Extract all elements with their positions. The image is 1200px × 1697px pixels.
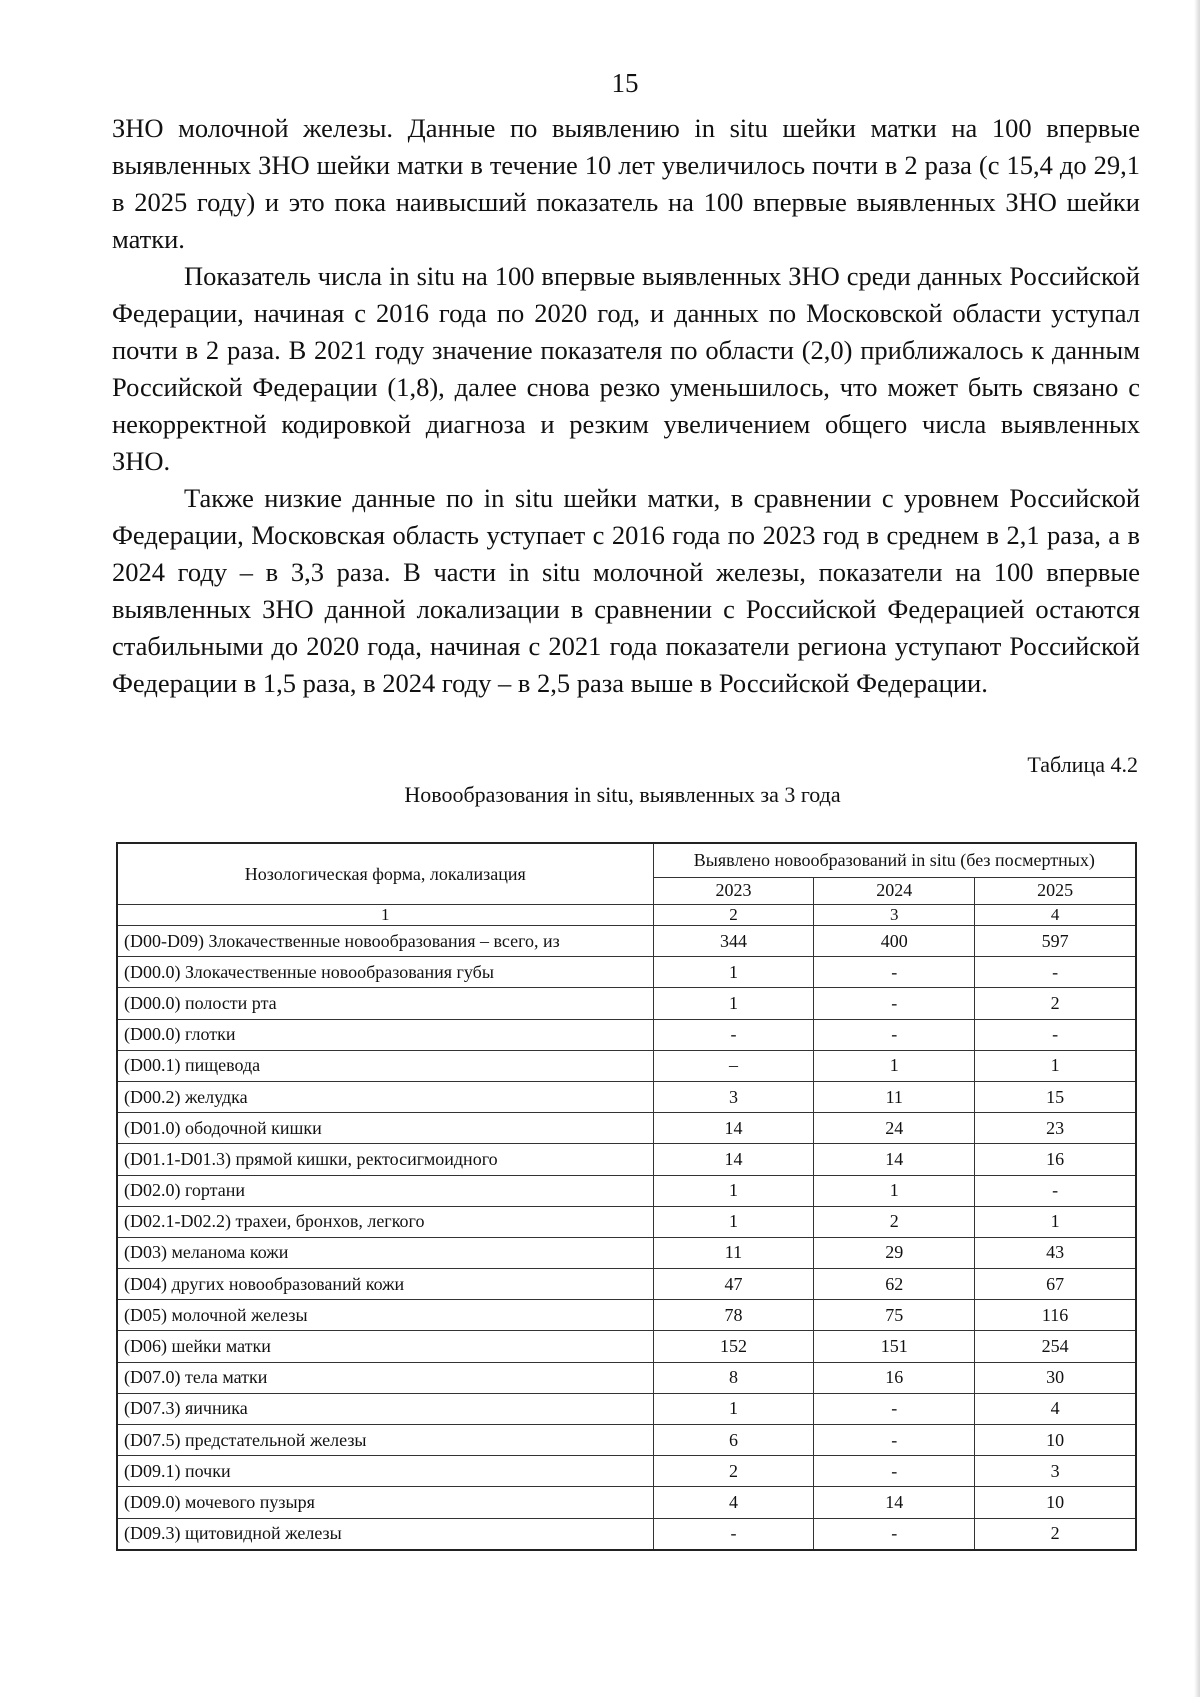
table-row	[117, 1362, 1136, 1393]
row-value-2023: 11	[653, 1237, 814, 1268]
row-nosology: (D00.0) Злокачественные новообразования губы	[117, 957, 653, 988]
table-row	[117, 1425, 1136, 1456]
row-value-2023: 1	[653, 988, 814, 1019]
table-row	[117, 1206, 1136, 1237]
row-nosology: (D09.3) щитовидной железы	[117, 1518, 653, 1550]
table-row	[117, 957, 1136, 988]
row-value-2025: 3	[975, 1456, 1136, 1487]
table-row	[117, 1393, 1136, 1424]
header-detected-group: Выявлено новообразований in situ (без посмертных)	[653, 843, 1136, 877]
row-value-2024: -	[814, 1425, 975, 1456]
table-row	[117, 1081, 1136, 1112]
row-nosology: (D04) других новообразований кожи	[117, 1269, 653, 1300]
row-value-2025: 15	[975, 1081, 1136, 1112]
row-value-2024: 11	[814, 1081, 975, 1112]
row-nosology: (D00.2) желудка	[117, 1081, 653, 1112]
row-value-2023: 47	[653, 1269, 814, 1300]
table-row	[117, 1456, 1136, 1487]
row-value-2023: 344	[653, 926, 814, 957]
row-value-2024: -	[814, 1518, 975, 1550]
row-value-2024: 2	[814, 1206, 975, 1237]
row-nosology: (D09.0) мочевого пузыря	[117, 1487, 653, 1518]
row-value-2023: 6	[653, 1425, 814, 1456]
row-value-2025: 4	[975, 1393, 1136, 1424]
row-nosology: (D03) меланома кожи	[117, 1237, 653, 1268]
row-nosology: (D00.0) глотки	[117, 1019, 653, 1050]
table-row	[117, 988, 1136, 1019]
row-value-2025: 67	[975, 1269, 1136, 1300]
table-row	[117, 1269, 1136, 1300]
row-value-2025: 254	[975, 1331, 1136, 1362]
row-value-2025: 30	[975, 1362, 1136, 1393]
row-value-2024: 400	[814, 926, 975, 957]
row-value-2024: 24	[814, 1113, 975, 1144]
row-value-2025: 23	[975, 1113, 1136, 1144]
table-row	[117, 1175, 1136, 1206]
table-row	[117, 1487, 1136, 1518]
paragraph: Показатель числа in situ на 100 впервые выявленных ЗНО среди данных Российской Федерации, начиная с 2016 года по 2020 год, и данных по Московской области уступал почти в 2 раза. В 2021 году значение показателя по области (2,0) приближалось к данным Российской Федерации (1,8), далее снова резко уменьшилось, что может быть связано с некорректной кодировкой диагноза и резким увеличением общего числа выявленных ЗНО.	[112, 261, 1140, 476]
row-value-2025: 43	[975, 1237, 1136, 1268]
in-situ-table	[116, 842, 1137, 1551]
table-row	[117, 1518, 1136, 1550]
row-value-2023: 4	[653, 1487, 814, 1518]
row-value-2023: -	[653, 1518, 814, 1550]
row-nosology: (D02.1-D02.2) трахеи, бронхов, легкого	[117, 1206, 653, 1237]
row-value-2024: 62	[814, 1269, 975, 1300]
table-row	[117, 926, 1136, 957]
row-value-2025: -	[975, 957, 1136, 988]
row-value-2024: 16	[814, 1362, 975, 1393]
body-text	[112, 110, 1140, 702]
row-value-2024: 1	[814, 1175, 975, 1206]
row-value-2025: 10	[975, 1487, 1136, 1518]
page-number: 15	[611, 68, 639, 98]
row-nosology: (D07.0) тела матки	[117, 1362, 653, 1393]
table-row	[117, 1331, 1136, 1362]
row-value-2025: -	[975, 1019, 1136, 1050]
row-value-2023: 2	[653, 1456, 814, 1487]
row-nosology: (D00.1) пищевода	[117, 1050, 653, 1081]
table-caption: Новообразования in situ, выявленных за 3 года	[404, 782, 841, 807]
row-value-2025: -	[975, 1175, 1136, 1206]
row-nosology: (D00.0) полости рта	[117, 988, 653, 1019]
row-value-2023: 152	[653, 1331, 814, 1362]
header-nosology: Нозологическая форма, локализация	[117, 843, 653, 905]
row-value-2023: 1	[653, 1206, 814, 1237]
table-row	[117, 1300, 1136, 1331]
row-value-2023: 1	[653, 1393, 814, 1424]
paragraph: Также низкие данные по in situ шейки матки, в сравнении с уровнем Российской Федерации, Московская область уступает с 2016 года по 2023 год в среднем в 2,1 раза, а в 2024 году – в 3,3 раза. В части in situ молочной железы, показатели на 100 впервые выявленных ЗНО данной локализации в сравнении с Российской Федерацией остаются стабильными до 2020 года, начиная с 2021 года показатели региона уступают Российской Федерации в 1,5 раза, в 2024 году – в 2,5 раза выше в Российской Федерации.	[112, 483, 1140, 698]
table-row	[117, 1113, 1136, 1144]
row-value-2023: 14	[653, 1113, 814, 1144]
row-value-2023: 1	[653, 957, 814, 988]
row-nosology: (D01.1-D01.3) прямой кишки, ректосигмоидного	[117, 1144, 653, 1175]
row-nosology: (D07.3) яичника	[117, 1393, 653, 1424]
header-year: 2024	[814, 877, 975, 904]
row-nosology: (D06) шейки матки	[117, 1331, 653, 1362]
row-value-2025: 10	[975, 1425, 1136, 1456]
row-value-2025: 2	[975, 1518, 1136, 1550]
row-value-2025: 116	[975, 1300, 1136, 1331]
table-row	[117, 1144, 1136, 1175]
row-nosology: (D00-D09) Злокачественные новообразования – всего, из	[117, 926, 653, 957]
row-value-2023: 78	[653, 1300, 814, 1331]
row-value-2023: 8	[653, 1362, 814, 1393]
table-row	[117, 1019, 1136, 1050]
row-value-2025: 16	[975, 1144, 1136, 1175]
row-value-2024: -	[814, 1456, 975, 1487]
column-number: 2	[653, 905, 814, 926]
header-year: 2025	[975, 877, 1136, 904]
row-value-2025: 597	[975, 926, 1136, 957]
row-value-2023: –	[653, 1050, 814, 1081]
row-nosology: (D01.0) ободочной кишки	[117, 1113, 653, 1144]
row-nosology: (D07.5) предстательной железы	[117, 1425, 653, 1456]
row-value-2024: 14	[814, 1487, 975, 1518]
column-number: 4	[975, 905, 1136, 926]
row-value-2024: -	[814, 988, 975, 1019]
row-value-2024: 75	[814, 1300, 975, 1331]
row-value-2025: 1	[975, 1206, 1136, 1237]
paragraph: ЗНО молочной железы. Данные по выявлению in situ шейки матки на 100 впервые выявленных ЗНО шейки матки в течение 10 лет увеличилось почти в 2 раза (с 15,4 до 29,1 в 2025 году) и это пока наивысший показатель на 100 впервые выявленных ЗНО шейки матки.	[112, 113, 1140, 254]
row-nosology: (D05) молочной железы	[117, 1300, 653, 1331]
row-value-2025: 1	[975, 1050, 1136, 1081]
table-row	[117, 1050, 1136, 1081]
row-nosology: (D09.1) почки	[117, 1456, 653, 1487]
row-value-2024: -	[814, 1019, 975, 1050]
table-label: Таблица 4.2	[1027, 752, 1138, 777]
header-year: 2023	[653, 877, 814, 904]
column-number-row	[117, 905, 1136, 926]
row-value-2023: 1	[653, 1175, 814, 1206]
row-value-2024: -	[814, 957, 975, 988]
row-value-2024: 1	[814, 1050, 975, 1081]
row-nosology: (D02.0) гортани	[117, 1175, 653, 1206]
row-value-2023: 14	[653, 1144, 814, 1175]
row-value-2025: 2	[975, 988, 1136, 1019]
row-value-2024: 14	[814, 1144, 975, 1175]
table-row	[117, 1237, 1136, 1268]
row-value-2023: 3	[653, 1081, 814, 1112]
row-value-2023: -	[653, 1019, 814, 1050]
column-number: 1	[117, 905, 653, 926]
row-value-2024: 29	[814, 1237, 975, 1268]
row-value-2024: 151	[814, 1331, 975, 1362]
row-value-2024: -	[814, 1393, 975, 1424]
column-number: 3	[814, 905, 975, 926]
scan-edge	[1194, 0, 1200, 1697]
